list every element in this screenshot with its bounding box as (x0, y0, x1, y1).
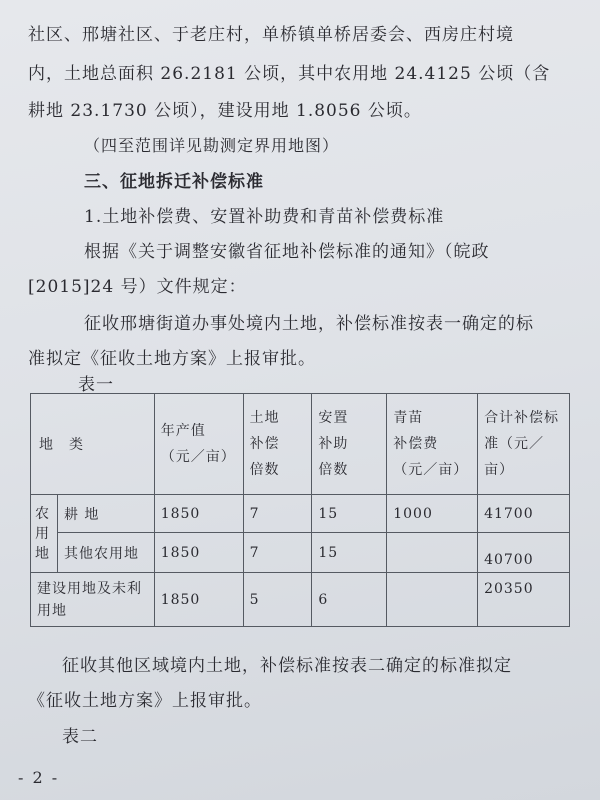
paragraph-line: 社区、邢塘社区、于老庄村，单桥镇单桥居委会、西房庄村境 (28, 25, 514, 45)
table-cell: 6 (312, 573, 387, 627)
header-text: 补助 (318, 436, 349, 452)
group-char: 地 (35, 545, 50, 562)
table-cell (31, 573, 155, 627)
table-cell: 1000 (387, 495, 478, 533)
header-text: （元／亩） (393, 462, 469, 478)
header-cell (387, 394, 478, 495)
group-cell (31, 495, 58, 573)
table-caption: 表一 (78, 375, 114, 395)
header-text: 倍数 (249, 462, 280, 478)
header-cell (478, 394, 570, 495)
header-cell (312, 394, 387, 495)
header-text: 年产值 (160, 423, 206, 439)
cell-text: 建设用地及未利 (37, 580, 142, 597)
table-cell (387, 573, 478, 627)
paragraph-line: 准拟定《征收土地方案》上报审批。 (28, 349, 316, 369)
table-row (31, 533, 570, 573)
table-header-row (31, 394, 570, 495)
paragraph-line: 根据《关于调整安徽省征地补偿标准的通知》（皖政 (84, 242, 490, 262)
compensation-table (30, 393, 570, 627)
table-cell: 20350 (478, 573, 570, 627)
paragraph-line: 内，土地总面积 26.2181 公顷，其中农用地 24.4125 公顷（含 (28, 64, 551, 84)
table-cell: 1850 (154, 495, 243, 533)
header-cell (243, 394, 312, 495)
header-text: 倍数 (318, 462, 349, 478)
table-cell: 1850 (154, 533, 243, 573)
paragraph-line: [2015]24 号）文件规定： (28, 277, 247, 297)
header-text: （元／亩） (160, 449, 236, 465)
paragraph-line: 耕地 23.1730 公顷），建设用地 1.8056 公顷。 (28, 101, 422, 121)
paragraph-line: 征收邢塘街道办事处境内土地，补偿标准按表一确定的标 (84, 314, 534, 334)
subsection-heading: 1.土地补偿费、安置补助费和青苗补偿费标准 (84, 207, 445, 227)
header-text: 土地 (249, 410, 280, 426)
header-cell (154, 394, 243, 495)
table-row (31, 495, 570, 533)
table-cell: 其他农用地 (57, 533, 154, 573)
header-text: 合计补偿标 (484, 410, 560, 426)
table-cell: 1850 (154, 573, 243, 627)
header-cell (31, 394, 155, 495)
table-row (31, 573, 570, 627)
header-text: 补偿费 (393, 436, 439, 452)
table-cell: 7 (243, 495, 312, 533)
header-text: 安置 (318, 410, 349, 426)
header-land-type: 地类 (39, 437, 99, 453)
header-text: 准（元／亩） (484, 436, 545, 478)
paragraph-line: 《征收土地方案》上报审批。 (28, 691, 262, 711)
header-text: 补偿 (249, 436, 280, 452)
cell-text: 用地 (37, 602, 67, 619)
section-heading: 三、征地拆迁补偿标准 (84, 172, 264, 192)
paragraph-line: 征收其他区域境内土地，补偿标准按表二确定的标准拟定 (62, 656, 512, 676)
table-cell: 40700 (478, 533, 570, 573)
group-char: 农 (35, 505, 50, 522)
table-cell: 7 (243, 533, 312, 573)
header-text: 青苗 (393, 410, 424, 426)
table-cell (387, 533, 478, 573)
table-cell: 15 (312, 533, 387, 573)
table-cell: 41700 (478, 495, 570, 533)
table-cell: 5 (243, 573, 312, 627)
table-cell: 15 (312, 495, 387, 533)
note-line: （四至范围详见勘测定界用地图） (84, 136, 340, 155)
table-caption: 表二 (62, 727, 98, 747)
group-char: 用 (35, 525, 50, 542)
page-number: - 2 - (18, 768, 60, 787)
table-cell: 耕 地 (57, 495, 154, 533)
